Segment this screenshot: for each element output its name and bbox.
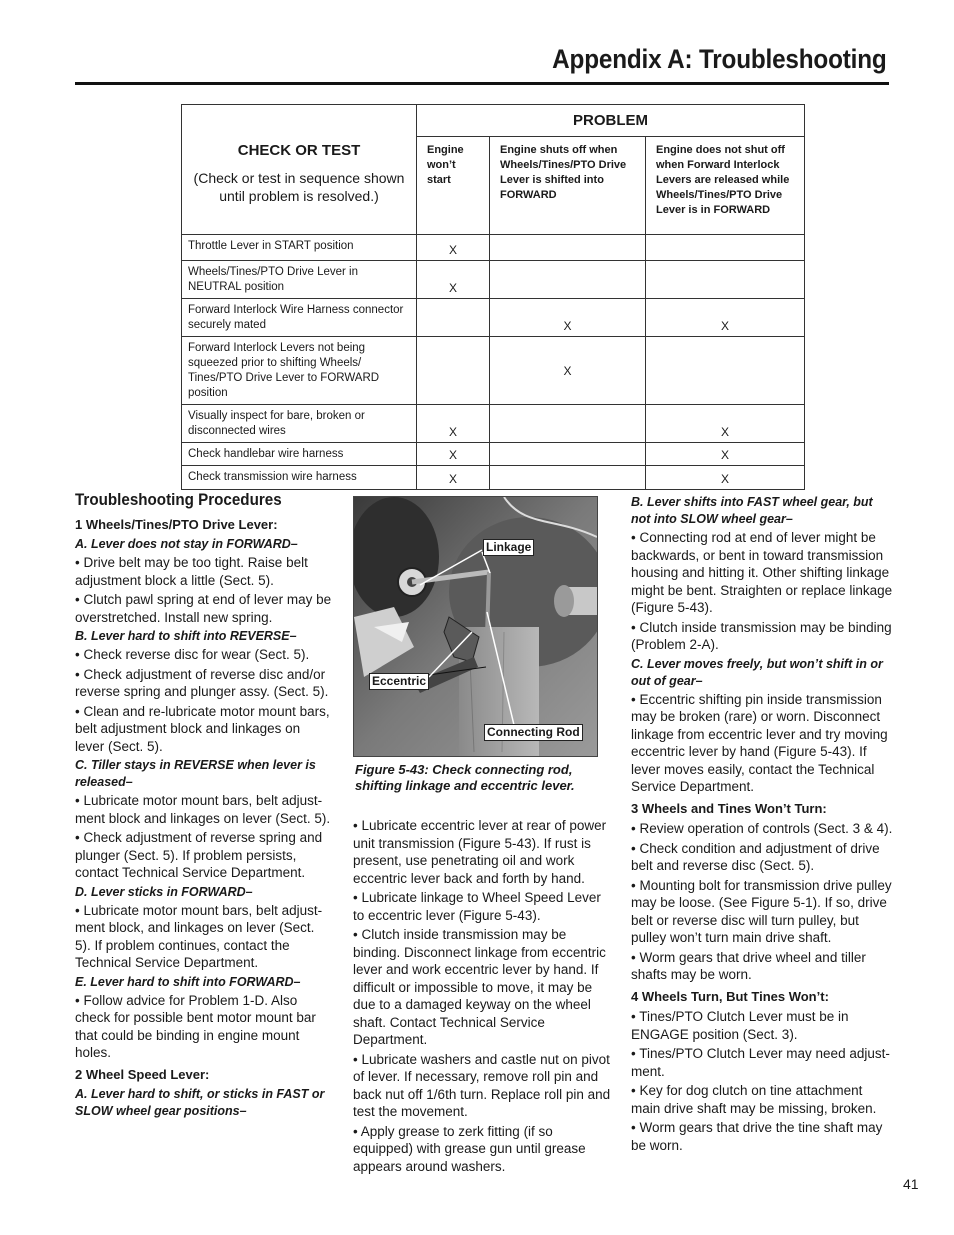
mark-cell <box>646 337 805 405</box>
mark-cell: X <box>490 337 646 405</box>
subsection-heading: A. Lever does not stay in FORWARD– <box>75 537 298 551</box>
figure-caption: Figure 5-43: Check connecting rod, shifting linkage and eccentric lever. <box>355 762 575 793</box>
middle-column <box>353 817 613 1177</box>
problem-column-header: Engine won’t start <box>417 137 490 235</box>
subsection-heading: A. Lever hard to shift, or sticks in FAST or SLOW wheel gear positions– <box>75 1087 325 1118</box>
mark-cell: X <box>417 405 490 443</box>
connecting-rod-callout: Connecting Rod <box>484 724 583 741</box>
table-row <box>182 299 805 337</box>
check-label: Forward Interlock Wire Harness connector securely mated <box>182 299 417 337</box>
bullet-text: • Worm gears that drive the tine shaft may be worn. <box>631 1120 883 1153</box>
bullet-text: • Eccentric shifting pin inside transmission may be broken (rare) or worn. Disconnect linkage from eccentric lever and try moving eccentric lever by hand (Figure 5-43). If lever moves easily, contact the Technical Service Department. <box>631 691 888 794</box>
subsection-heading: D. Lever sticks in FORWARD– <box>75 884 253 899</box>
problem-column-header: Engine shuts off when Wheels/Tines/PTO Drive Lever is shifted into FORWARD <box>490 137 646 235</box>
bullet-text: • Connecting rod at end of lever might be backwards, or bent in toward transmission housing and hitting it. Other shifting linkage might be bent. Straighten or replace linkage (Figure 5-43). <box>631 530 893 615</box>
bullet-text: • Clutch inside transmission may be binding (Problem 2-A). <box>631 619 892 652</box>
bullet-text: • Tines/PTO Clutch Lever may need adjust-ment. <box>631 1046 890 1079</box>
mark-cell <box>490 466 646 490</box>
bullet-text: • Tines/PTO Clutch Lever must be in ENGAGE position (Sect. 3). <box>631 1009 849 1042</box>
bullet-text: • Lubricate motor mount bars, belt adjust-ment block, and linkages on lever (Sect. 5). If problem continues, contact the Technical Service Department. <box>75 902 323 970</box>
bullet-text: • Clutch inside transmission may be binding. Disconnect linkage from eccentric lever and work eccentric lever by hand. If difficult or impossible to move, it may be due to a damaged keyway on the wheel shaft. Contact Technical Service Department. <box>353 927 606 1047</box>
mark-cell: X <box>417 235 490 261</box>
title-rule <box>75 82 889 85</box>
table-row <box>182 443 805 466</box>
bullet-text: • Check condition and adjustment of drive belt and reverse disc (Sect. 5). <box>631 840 880 873</box>
bullet-text: • Check adjustment of reverse disc and/or reverse spring and plunger assy. (Sect. 5). <box>75 666 329 699</box>
section-4-heading: 4 Wheels Turn, But Tines Won’t: <box>631 988 829 1004</box>
check-label: Forward Interlock Levers not being squeezed prior to shifting Wheels/ Tines/PTO Drive Lever to FORWARD position <box>182 337 417 405</box>
check-or-test-header <box>182 105 417 235</box>
right-column <box>631 492 893 1156</box>
bullet-text: • Clean and re-lubricate motor mount bars, belt adjustment block and linkages on lever (Sect. 5). <box>75 703 330 754</box>
problem-column-header: Engine does not shut off when Forward Interlock Levers are released while Wheels/Tines/PTO Drive Lever is in FORWARD <box>646 137 805 235</box>
mark-cell <box>490 261 646 299</box>
section-3-heading: 3 Wheels and Tines Won’t Turn: <box>631 800 827 816</box>
procedures-heading: Troubleshooting Procedures <box>75 491 282 509</box>
mark-cell <box>490 405 646 443</box>
check-note: (Check or test in sequence shown until problem is resolved.) <box>193 170 405 204</box>
mark-cell: X <box>646 405 805 443</box>
bullet-text: • Lubricate linkage to Wheel Speed Lever to eccentric lever (Figure 5-43). <box>353 890 601 923</box>
bullet-text: • Apply grease to zerk fitting (if so equipped) with grease gun until grease appears around washers. <box>353 1123 586 1174</box>
check-heading: CHECK OR TEST <box>237 142 361 159</box>
page-number: 41 <box>903 1176 919 1192</box>
mark-cell <box>417 337 490 405</box>
mark-cell: X <box>417 261 490 299</box>
check-label: Wheels/Tines/PTO Drive Lever in NEUTRAL position <box>182 261 417 299</box>
section-2-heading: 2 Wheel Speed Lever: <box>75 1066 210 1082</box>
bullet-text: • Lubricate eccentric lever at rear of power unit transmission (Figure 5-43). If rust is present, use penetrating oil and work eccentric lever back and forth by hand. <box>353 818 607 886</box>
check-label: Visually inspect for bare, broken or disconnected wires <box>182 405 417 443</box>
subsection-heading: E. Lever hard to shift into FORWARD– <box>75 974 301 989</box>
table-row <box>182 261 805 299</box>
check-label: Check handlebar wire harness <box>182 443 417 466</box>
bullet-text: • Check reverse disc for wear (Sect. 5). <box>75 647 310 662</box>
check-label: Throttle Lever in START position <box>182 235 417 261</box>
bullet-text: • Check adjustment of reverse spring and plunger (Sect. 5). If problem persists, contact Technical Service Department. <box>75 830 323 880</box>
mark-cell <box>490 235 646 261</box>
mark-cell: X <box>646 466 805 490</box>
page-title: Appendix A: Troubleshooting <box>552 44 887 74</box>
left-column <box>75 492 333 1121</box>
mark-cell <box>490 443 646 466</box>
bullet-text: • Lubricate washers and castle nut on pivot of lever. If necessary, remove roll pin and back nut off 1/6th turn. Replace roll pin and test the movement. <box>353 1051 611 1119</box>
mark-cell: X <box>417 466 490 490</box>
mark-cell: X <box>646 299 805 337</box>
subsection-heading: B. Lever shifts into FAST wheel gear, but not into SLOW wheel gear– <box>631 495 873 526</box>
bullet-text: • Clutch pawl spring at end of lever may be overstretched. Install new spring. <box>75 592 332 625</box>
bullet-text: • Follow advice for Problem 1-D. Also check for possible bent motor mount bar that could be binding in engine mount holes. <box>75 992 316 1060</box>
check-label: Check transmission wire harness <box>182 466 417 490</box>
bullet-text: • Mounting bolt for transmission drive pulley may be loose. (See Figure 5-1). If so, drive belt or reverse disc will turn pulley, but pulley won’t turn main drive shaft. <box>631 877 892 945</box>
bullet-text: • Drive belt may be too tight. Raise belt adjustment block a little (Sect. 5). <box>75 555 308 588</box>
table-row <box>182 235 805 261</box>
table-row <box>182 337 805 405</box>
bullet-text: • Worm gears that drive wheel and tiller shafts may be worn. <box>631 949 866 982</box>
mark-cell: X <box>490 299 646 337</box>
linkage-callout: Linkage <box>483 539 534 556</box>
table-row <box>182 405 805 443</box>
subsection-heading: B. Lever hard to shift into REVERSE– <box>75 629 297 643</box>
mark-cell <box>646 235 805 261</box>
mark-cell: X <box>646 443 805 466</box>
subsection-heading: C. Tiller stays in REVERSE when lever is released– <box>75 758 316 789</box>
troubleshooting-table <box>181 104 805 490</box>
problem-header: PROBLEM <box>417 105 805 137</box>
section-1-heading: 1 Wheels/Tines/PTO Drive Lever: <box>75 516 278 532</box>
figure-photo <box>353 496 598 757</box>
transmission-photo-illustration <box>354 497 597 756</box>
mark-cell <box>417 299 490 337</box>
bullet-text: • Review operation of controls (Sect. 3 & 4). <box>631 821 893 836</box>
eccentric-callout: Eccentric <box>369 673 429 690</box>
mark-cell <box>646 261 805 299</box>
table-row <box>182 466 805 490</box>
subsection-heading: C. Lever moves freely, but won’t shift in or out of gear– <box>631 656 883 688</box>
mark-cell: X <box>417 443 490 466</box>
bullet-text: • Key for dog clutch on tine attachment main drive shaft may be missing, broken. <box>631 1083 877 1116</box>
bullet-text: • Lubricate motor mount bars, belt adjust-ment block and linkages on lever (Sect. 5). <box>75 793 331 826</box>
